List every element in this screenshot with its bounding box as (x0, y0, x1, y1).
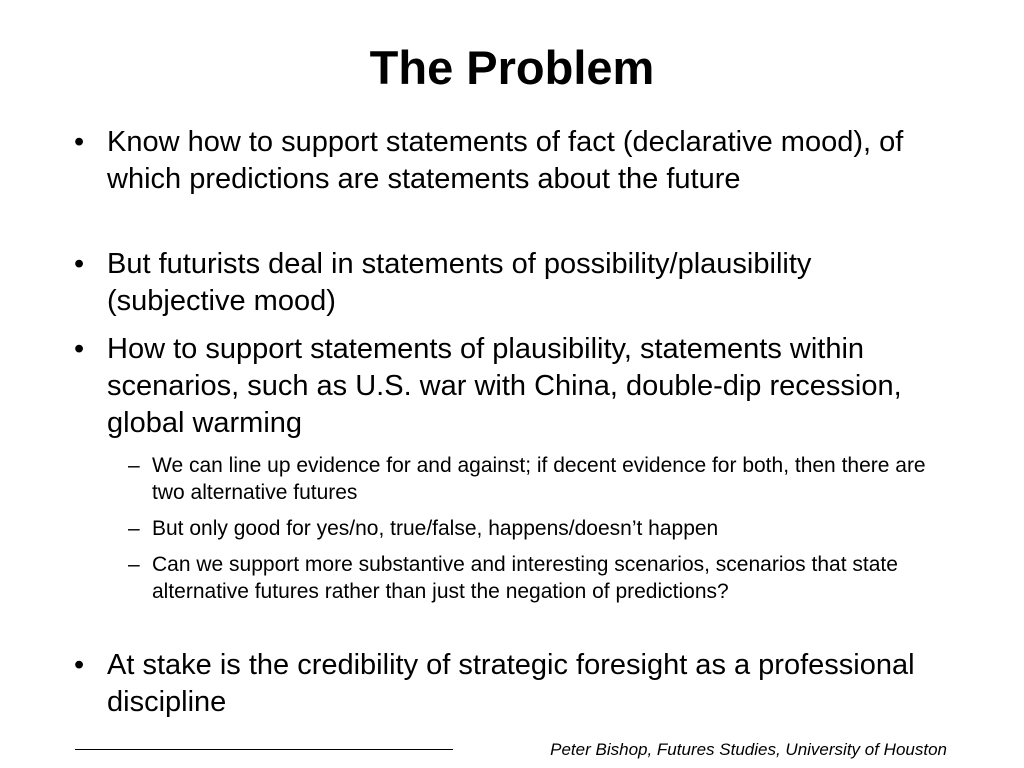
sub-bullet-item (128, 515, 952, 542)
bullet-text: Know how to support statements of fact (declarative mood), of which predictions are statements about the future (107, 126, 904, 195)
bullet-item (74, 647, 947, 721)
sub-bullet-text: We can line up evidence for and against; if decent evidence for both, then there are two alternative futures (152, 454, 926, 504)
bullet-text: How to support statements of plausibility, statements within scenarios, such as U.S. war with China, double-dip recession, global warming (107, 333, 902, 439)
sub-bullet-marker: – (128, 553, 140, 576)
bullet-item (74, 124, 947, 198)
bullet-marker: • (74, 126, 85, 158)
bullet-text: But futurists deal in statements of possibility/plausibility (subjective mood) (107, 248, 812, 317)
bullet-marker: • (74, 333, 85, 365)
sub-bullet-text: Can we support more substantive and interesting scenarios, scenarios that state alternative futures rather than just the negation of predictions? (152, 553, 898, 603)
sub-bullet-item (128, 551, 952, 605)
sub-bullet-item (128, 452, 952, 506)
sub-bullet-text: But only good for yes/no, true/false, happens/doesn’t happen (152, 517, 719, 540)
bullet-marker: • (74, 248, 85, 280)
bullet-marker: • (74, 649, 85, 681)
bullet-item (74, 246, 947, 320)
bullet-text: At stake is the credibility of strategic foresight as a professional discipline (107, 649, 915, 718)
footer-divider (75, 749, 453, 750)
sub-bullet-marker: – (128, 517, 140, 540)
slide-title: The Problem (369, 41, 655, 94)
sub-bullet-marker: – (128, 454, 140, 477)
bullet-item (74, 331, 947, 442)
footer-credit: Peter Bishop, Futures Studies, University of Houston (550, 740, 947, 759)
